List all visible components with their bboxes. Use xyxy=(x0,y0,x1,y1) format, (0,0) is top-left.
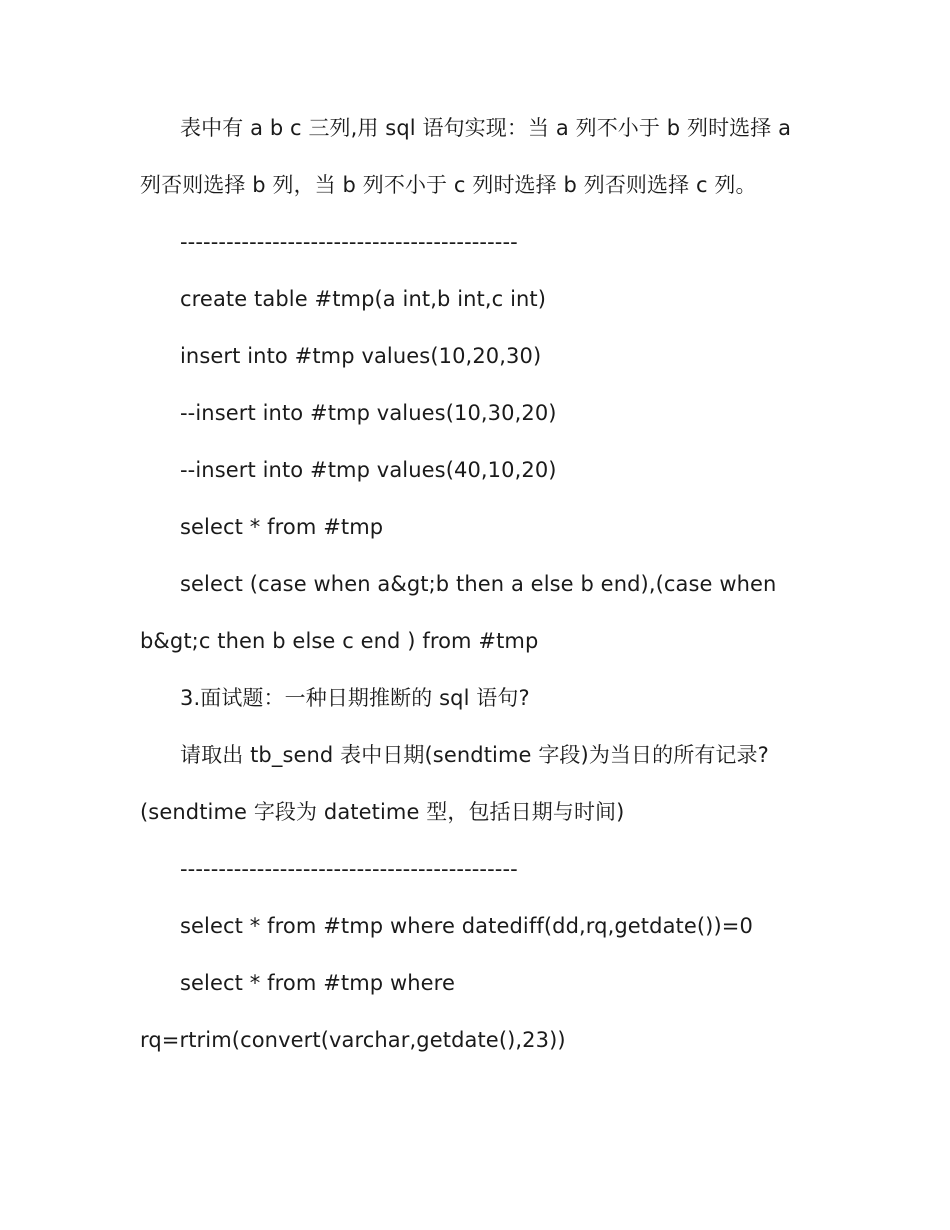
code-line: select * from #tmp where xyxy=(180,971,455,995)
question-text-line-2: 列否则选择 b 列，当 b 列不小于 c 列时选择 b 列否则选择 c 列。 xyxy=(140,173,757,197)
code-line: --insert into #tmp values(40,10,20) xyxy=(180,458,557,482)
question-text-line-2: (sendtime 字段为 datetime 型，包括日期与时间) xyxy=(140,800,625,824)
separator-line: -------------------------------------------- xyxy=(180,857,518,881)
question-heading: 3.面试题：一种日期推断的 sql 语句? xyxy=(180,686,530,710)
code-line: insert into #tmp values(10,20,30) xyxy=(180,344,542,368)
code-line: create table #tmp(a int,b int,c int) xyxy=(180,287,547,311)
question-text-line-1: 请取出 tb_send 表中日期(sendtime 字段)为当日的所有记录? xyxy=(180,743,769,767)
question-text-line-1: 表中有 a b c 三列,用 sql 语句实现：当 a 列不小于 b 列时选择 a xyxy=(180,116,792,140)
code-line: select * from #tmp xyxy=(180,515,384,539)
code-line: --insert into #tmp values(10,30,20) xyxy=(180,401,557,425)
code-line: select * from #tmp where datediff(dd,rq,getdate())=0 xyxy=(180,914,753,938)
separator-line: -------------------------------------------- xyxy=(180,230,518,254)
code-line: select (case when a&gt;b then a else b end),(case when xyxy=(180,572,777,596)
code-line: rq=rtrim(convert(varchar,getdate(),23)) xyxy=(140,1028,566,1052)
code-line: b&gt;c then b else c end ) from #tmp xyxy=(140,629,539,653)
